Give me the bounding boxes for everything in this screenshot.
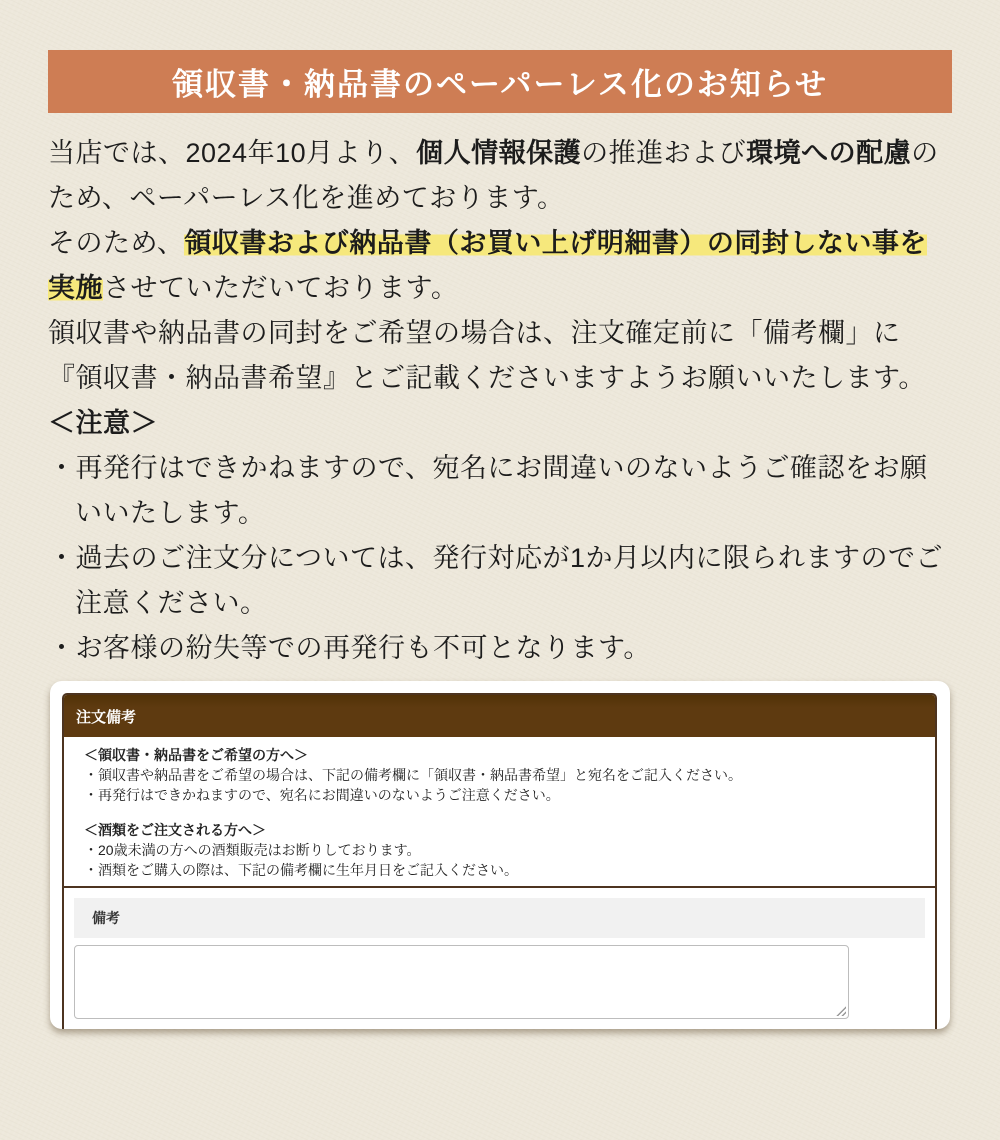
group-line: ・20歳未満の方への酒類販売はお断りしております。 xyxy=(84,842,421,858)
request-instructions-paragraph: 領収書や納品書の同封をご希望の場合は、注文確定前に「備考欄」に『領収書・納品書希望』とご記載くださいますようお願いいたします。 xyxy=(48,318,926,393)
order-form-screenshot-card xyxy=(50,681,950,1029)
remarks-textarea-wrapper xyxy=(74,945,849,1019)
caution-list xyxy=(48,446,952,671)
remarks-textarea[interactable] xyxy=(74,945,849,1019)
receipt-request-group xyxy=(84,745,915,805)
remarks-field-label: 備考 xyxy=(92,910,120,926)
caution-heading: ＜注意＞ xyxy=(48,408,158,438)
remarks-field-section xyxy=(64,886,935,1029)
intro-text: 当店では、2024年10月より、 xyxy=(48,138,417,168)
alcohol-order-group xyxy=(84,820,915,880)
order-remarks-panel-header: 注文備考 xyxy=(64,695,935,737)
caution-item: ・再発行はできかねますので、宛名にお間違いのないようご確認をお願いいたします。 xyxy=(48,453,928,528)
intro-text: の推進および xyxy=(581,138,747,168)
group-heading: ＜領収書・納品書をご希望の方へ＞ xyxy=(84,747,308,763)
intro-text: のため、ペーパーレス化を進めております。 xyxy=(48,138,939,213)
remarks-field-label-strip xyxy=(74,898,925,938)
group-heading: ＜酒類をご注文される方へ＞ xyxy=(84,822,266,838)
group-line: ・再発行はできかねますので、宛名にお間違いのないようご注意ください。 xyxy=(84,787,560,803)
form-instructions xyxy=(64,737,935,886)
intro-paragraph-1 xyxy=(48,131,952,221)
announcement-banner xyxy=(48,50,952,113)
group-line: ・酒類をご購入の際は、下記の備考欄に生年月日をご記入ください。 xyxy=(84,862,518,878)
order-remarks-panel xyxy=(62,693,937,1029)
intro-bold-environment: 環境への配慮 xyxy=(746,138,912,168)
intro-paragraph-2 xyxy=(48,221,952,311)
caution-item: ・過去のご注文分については、発行対応が1か月以内に限られますのでご注意ください。 xyxy=(48,543,943,618)
page-title: 領収書・納品書のペーパーレス化のお知らせ xyxy=(172,67,828,102)
intro-bold-privacy: 個人情報保護 xyxy=(416,138,582,168)
group-line: ・領収書や納品書をご希望の場合は、下記の備考欄に「領収書・納品書希望」と宛名をご記入ください。 xyxy=(84,767,742,783)
intro-text: そのため、 xyxy=(48,228,185,258)
caution-item: ・お客様の紛失等での再発行も不可となります。 xyxy=(48,633,651,663)
highlighted-policy-text: 領収書および納品書（お買い上げ明細書）の同封しない事を実施 xyxy=(48,228,927,303)
notice-body xyxy=(48,131,952,671)
intro-text: させていただいております。 xyxy=(103,273,459,303)
